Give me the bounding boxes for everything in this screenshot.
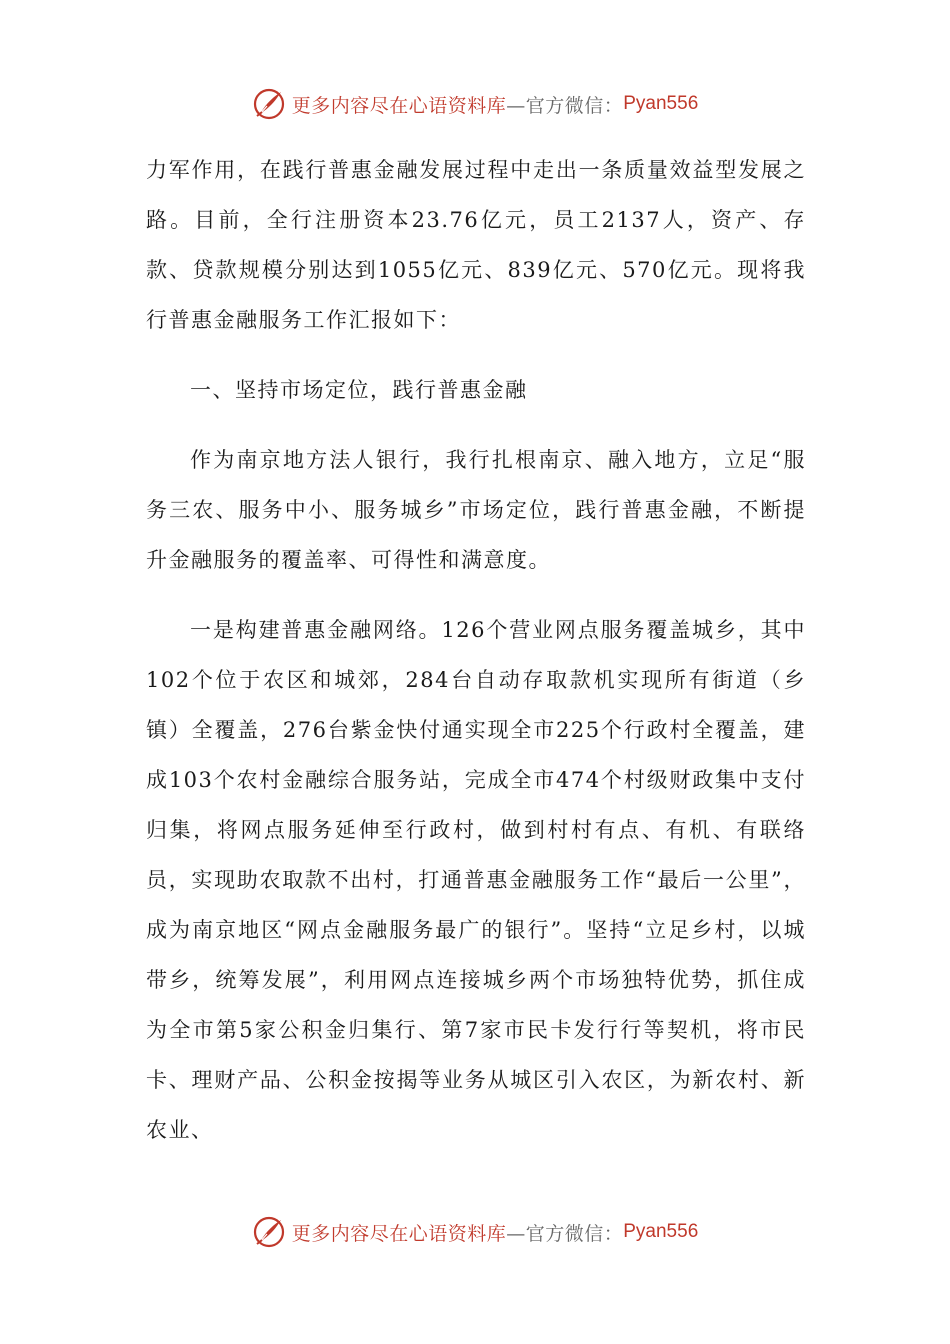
quill-pen-icon: [252, 1215, 286, 1249]
banner-separator: —官方微信：: [506, 1222, 624, 1245]
footer-banner: [0, 1212, 950, 1252]
banner-wechat-id: Pyan556: [623, 93, 699, 114]
document-body: [146, 145, 806, 1155]
banner-title: 更多内容尽在心语资料库: [291, 1222, 507, 1245]
banner-title: 更多内容尽在心语资料库: [291, 94, 507, 117]
banner-wechat-id: Pyan556: [623, 1221, 699, 1242]
paragraph-network: 一是构建普惠金融网络。126个营业网点服务覆盖城乡，其中102个位于农区和城郊，284台自动存取款机实现所有街道（乡镇）全覆盖，276台紫金快付通实现全市225个行政村全覆盖，建成103个农村金融综合服务站，完成全市474个村级财政集中支付归集，将网点服务延伸至行政村，做到村村有点、有机、有联络员，实现助农取款不出村，打通普惠金融服务工作“最后一公里”，成为南京地区“网点金融服务最广的银行”。坚持“立足乡村，以城带乡，统筹发展”，利用网点连接城乡两个市场独特优势，抓住成为全市第5家公积金归集行、第7家市民卡发行行等契机，将市民卡、理财产品、公积金按揭等业务从城区引入农区，为新农村、新农业、: [146, 618, 806, 1142]
banner-separator: —官方微信：: [506, 94, 624, 117]
paragraph-intro: 力军作用，在践行普惠金融发展过程中走出一条质量效益型发展之路。目前，全行注册资本23.76亿元，员工2137人，资产、存款、贷款规模分别达到1055亿元、839亿元、570亿元。现将我行普惠金融服务工作汇报如下：: [146, 158, 806, 332]
paragraph-positioning: 作为南京地方法人银行，我行扎根南京、融入地方，立足“服务三农、服务中小、服务城乡”市场定位，践行普惠金融，不断提升金融服务的覆盖率、可得性和满意度。: [146, 448, 806, 572]
quill-pen-icon: [252, 87, 286, 121]
section-heading: 一、坚持市场定位，践行普惠金融: [190, 378, 528, 402]
header-banner: [0, 84, 950, 124]
